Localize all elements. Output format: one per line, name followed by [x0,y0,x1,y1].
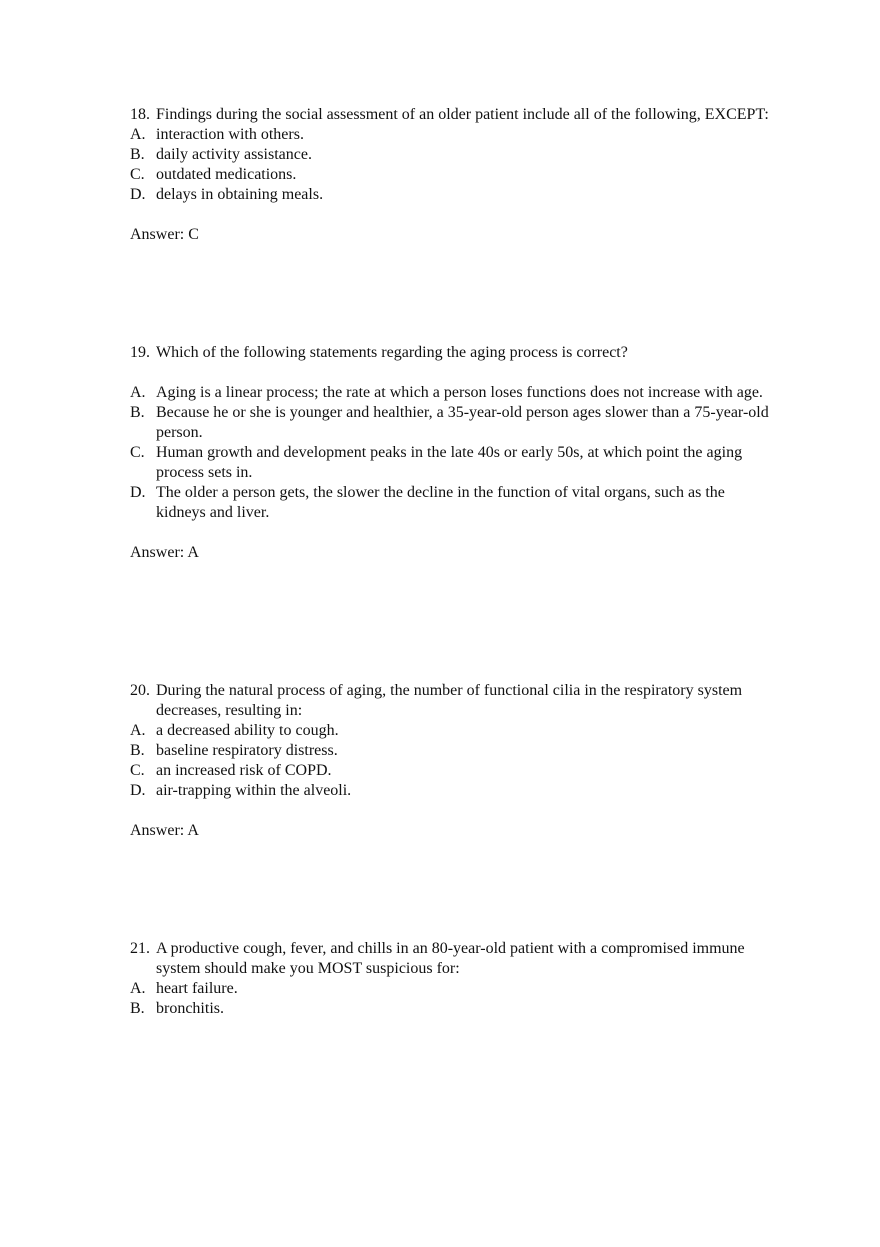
option-letter: A. [130,126,146,143]
option-letter: A. [130,980,146,997]
question-text: A productive cough, fever, and chills in an 80-year-old patient with a compromised immune system should make you MOST suspicious for: [156,940,745,977]
option-letter: C. [130,444,145,461]
question-18 [130,105,770,245]
option-text: delays in obtaining meals. [156,186,324,203]
option-letter: A. [130,384,146,401]
option-d [130,483,770,523]
option-list [130,721,770,801]
question-19 [130,343,770,563]
option-list [130,125,770,205]
option-text: heart failure. [156,980,238,997]
option-letter: B. [130,1000,145,1017]
question-number: 20. [130,682,150,699]
option-text: a decreased ability to cough. [156,722,339,739]
option-d [130,781,770,801]
question-text: Findings during the social assessment of an older patient include all of the following, EXCEPT: [156,106,769,123]
option-text: air-trapping within the alveoli. [156,782,352,799]
option-a [130,979,770,999]
question-text: Which of the following statements regarding the aging process is correct? [156,344,628,361]
option-b [130,741,770,761]
answer-line: Answer: A [130,822,199,839]
option-text: outdated medications. [156,166,297,183]
option-letter: D. [130,782,146,799]
option-letter: A. [130,722,146,739]
option-a [130,383,770,403]
option-letter: B. [130,742,145,759]
question-stem [130,343,770,363]
option-text: an increased risk of COPD. [156,762,332,779]
question-21 [130,939,770,1019]
answer-line: Answer: A [130,544,199,561]
option-list [130,383,770,523]
option-a [130,721,770,741]
option-letter: B. [130,404,145,421]
question-stem [130,105,770,125]
option-text: interaction with others. [156,126,304,143]
question-number: 18. [130,106,150,123]
option-text: Aging is a linear process; the rate at which a person loses functions does not increase with age. [156,384,763,401]
question-stem [130,939,770,979]
option-letter: B. [130,146,145,163]
option-text: baseline respiratory distress. [156,742,338,759]
option-letter: D. [130,186,146,203]
question-stem [130,681,770,721]
option-c [130,165,770,185]
option-b [130,403,770,443]
question-20 [130,681,770,841]
option-text: The older a person gets, the slower the decline in the function of vital organs, such as the kidneys and liver. [156,484,725,521]
option-d [130,185,770,205]
option-letter: C. [130,166,145,183]
option-letter: C. [130,762,145,779]
option-text: bronchitis. [156,1000,224,1017]
option-c [130,761,770,781]
question-number: 19. [130,344,150,361]
question-text: During the natural process of aging, the number of functional cilia in the respiratory system decreases, resulting in: [156,682,743,719]
option-letter: D. [130,484,146,501]
option-b [130,145,770,165]
option-text: Because he or she is younger and healthier, a 35-year-old person ages slower than a 75-year-old person. [156,404,769,441]
option-list [130,979,770,1019]
question-number: 21. [130,940,150,957]
option-text: daily activity assistance. [156,146,312,163]
option-b [130,999,770,1019]
option-text: Human growth and development peaks in the late 40s or early 50s, at which point the aging process sets in. [156,444,743,481]
option-a [130,125,770,145]
answer-line: Answer: C [130,226,199,243]
option-c [130,443,770,483]
